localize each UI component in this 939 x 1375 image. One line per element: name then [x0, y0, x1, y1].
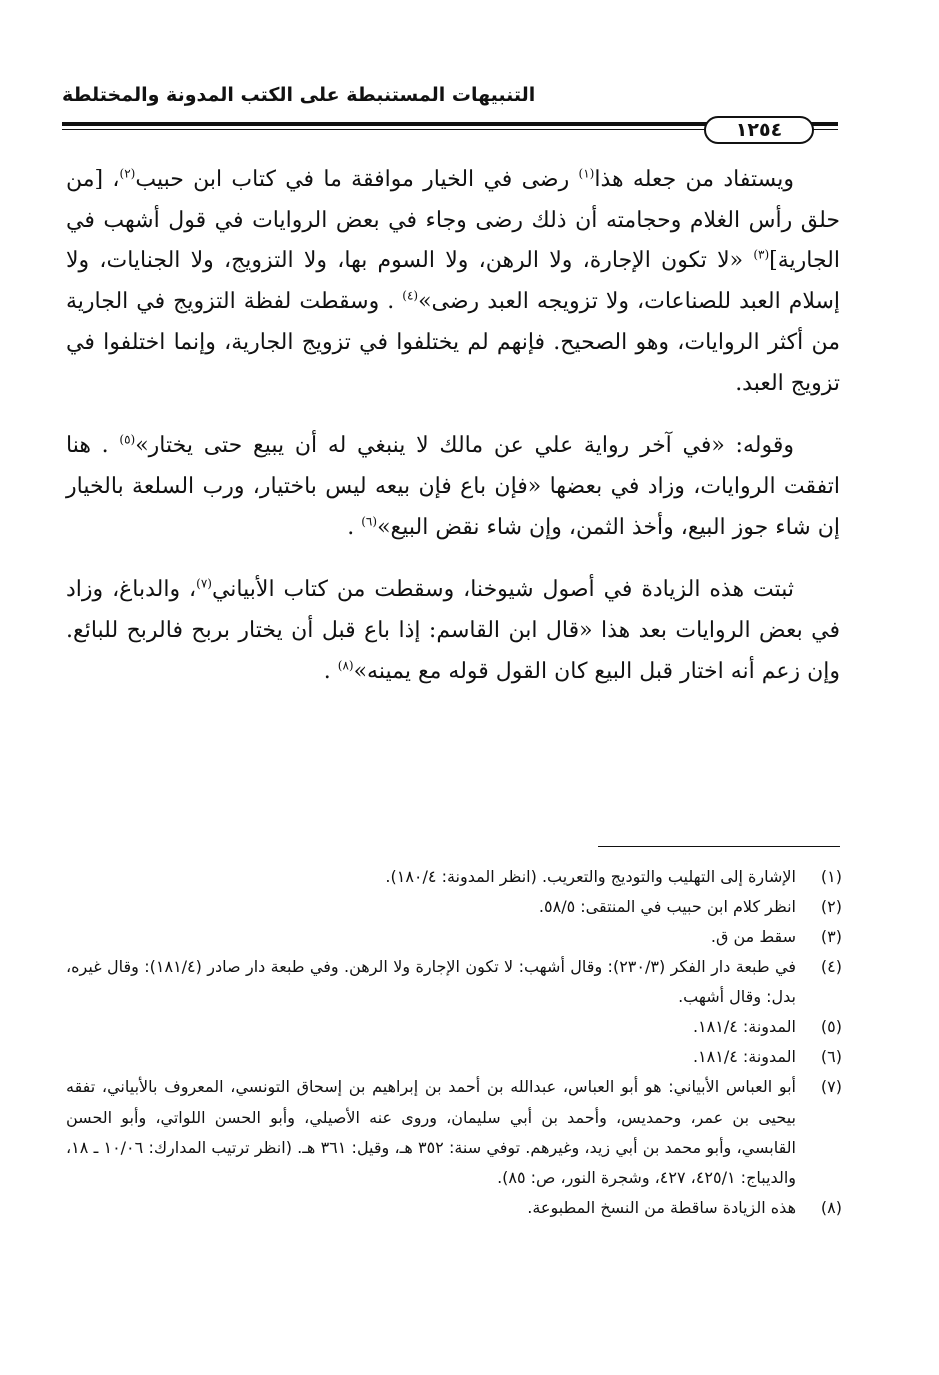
footnote-number: (٨): [820, 1198, 842, 1218]
footnote-number: (١): [820, 867, 842, 886]
text-segment: ، [من حلق رأس الغلام وحجامته أن ذلك رضى وجاء في بعض الروايات في قول أشهب في الجارية]: [66, 167, 840, 274]
text-segment: ، والدباغ، وزاد في بعض الروايات بعد هذا «قال ابن القاسم: إذا باع قبل أن يختار بربح فالربح للبائع. وإن زعم أنه اختار قبل البيع كان القول قوله مع يمينه»: [66, 577, 841, 684]
footnote-text: سقط من ق.: [710, 927, 796, 946]
footnote-text: أبو العباس الأبياني: هو أبو العباس، عبدالله بن أحمد بن إبراهيم بن إسحاق التونسي، المعروف بالأبياني، تفقه بيحيى بن عمر، وحمديس، وأحمد بن أبي سليمان، وروى عنه الأصيلي، وأبو الحسن اللواتي، وأبو الحسن القابسي، وأبو محمد بن أبي زيد، وغيرهم. توفي سنة: ٣٥٢ هـ، وقيل: ٣٦١ هـ. (انظر ترتيب المدارك: ١٠/٠٦ ـ ١٨، والديباج: ٤٢٥/١، ٤٢٧، وشجرة النور، ص: ٨٥).: [66, 1077, 796, 1188]
footnote-marker: (٨): [337, 658, 354, 673]
footnote-marker: (٤): [402, 288, 419, 303]
footnote-number: (٥): [820, 1017, 842, 1037]
paragraph-3: [66, 570, 840, 692]
text-segment: وقوله: «في آخر رواية علي عن مالك لا ينبغي له أن يبيع حتى يختار»: [135, 433, 794, 459]
running-header-title: التنبيهات المستنبطة على الكتب المدونة والمختلطة: [62, 84, 536, 106]
footnote-text: هذه الزيادة ساقطة من النسخ المطبوعة.: [527, 1198, 796, 1218]
footnote-item: [66, 1042, 842, 1072]
footnote-item: [66, 922, 842, 952]
footnote-item: [66, 862, 842, 892]
text-segment: . هنا اتفقت الروايات، وزاد في بعضها «فإن باع فإن بيعه ليس باختيار، ورب السلعة بالخيار إن شاء جوز البيع، وأخذ الثمن، وإن شاء نقض البيع»: [66, 433, 840, 540]
footnote-text: انظر كلام ابن حبيب في المنتقى: ٥٨/٥.: [538, 897, 796, 916]
footnote-text: الإشارة إلى التهليب والتوديج والتعريب. (انظر المدونة: ١٨٠/٤).: [385, 867, 796, 886]
footnote-marker: (٥): [119, 432, 136, 447]
footnote-marker: (١): [578, 166, 595, 181]
text-segment: .: [347, 514, 362, 540]
text-segment: ثبتت هذه الزيادة في أصول شيوخنا، وسقطت من كتاب الأبياني: [211, 577, 794, 603]
paragraph-2: [66, 426, 840, 548]
footnote-item: [66, 952, 842, 1012]
footnote-text: المدونة: ١٨١/٤.: [692, 1017, 796, 1037]
footnote-marker: (٣): [753, 248, 770, 263]
footnote-marker: (٧): [196, 577, 212, 591]
text-segment: ويستفاد من جعله هذا: [594, 167, 794, 192]
footnote-text: المدونة: ١٨١/٤.: [692, 1047, 796, 1067]
footnote-marker: (٦): [361, 514, 378, 529]
footnote-item: [66, 1072, 842, 1193]
footnote-text: في طبعة دار الفكر (٢٣٠/٣): وقال أشهب: لا تكون الإجارة ولا الرهن. وفي طبعة دار صادر (١٨١/٤): وقال غيره، بدل: وقال أشهب.: [66, 957, 797, 1007]
footnote-number: (٢): [820, 897, 842, 916]
page-number: ١٢٥٤: [704, 116, 814, 144]
footnote-marker: (٢): [119, 166, 136, 181]
footnotes: [66, 862, 842, 1223]
main-text: [66, 160, 840, 692]
text-segment: .: [323, 658, 338, 684]
paragraph-1: [66, 160, 840, 404]
footnote-number: (٤): [820, 957, 842, 976]
footnote-number: (٣): [820, 927, 842, 946]
footnote-number: (٦): [820, 1047, 842, 1067]
footnote-item: [66, 892, 842, 922]
text-segment: «لا تكون الإجارة، ولا الرهن، ولا السوم بها، ولا التزويج، ولا الجنايات، ولا إسلام العبد للصناعات، ولا تزويجه العبد رضى»: [66, 248, 841, 315]
footnote-item: [66, 1193, 842, 1223]
footnote-separator: [598, 846, 840, 847]
text-segment: . وسقطت لفظة التزويج في الجارية من أكثر الروايات، وهو الصحيح. فإنهم لم يختلفوا في تزويج الجارية، وإنما اختلفوا في تزويج العبد.: [66, 289, 840, 396]
footnote-item: [66, 1012, 842, 1042]
text-segment: رضى في الخيار موافقة ما في كتاب ابن حبيب: [135, 167, 579, 192]
footnote-number: (٧): [820, 1077, 842, 1097]
